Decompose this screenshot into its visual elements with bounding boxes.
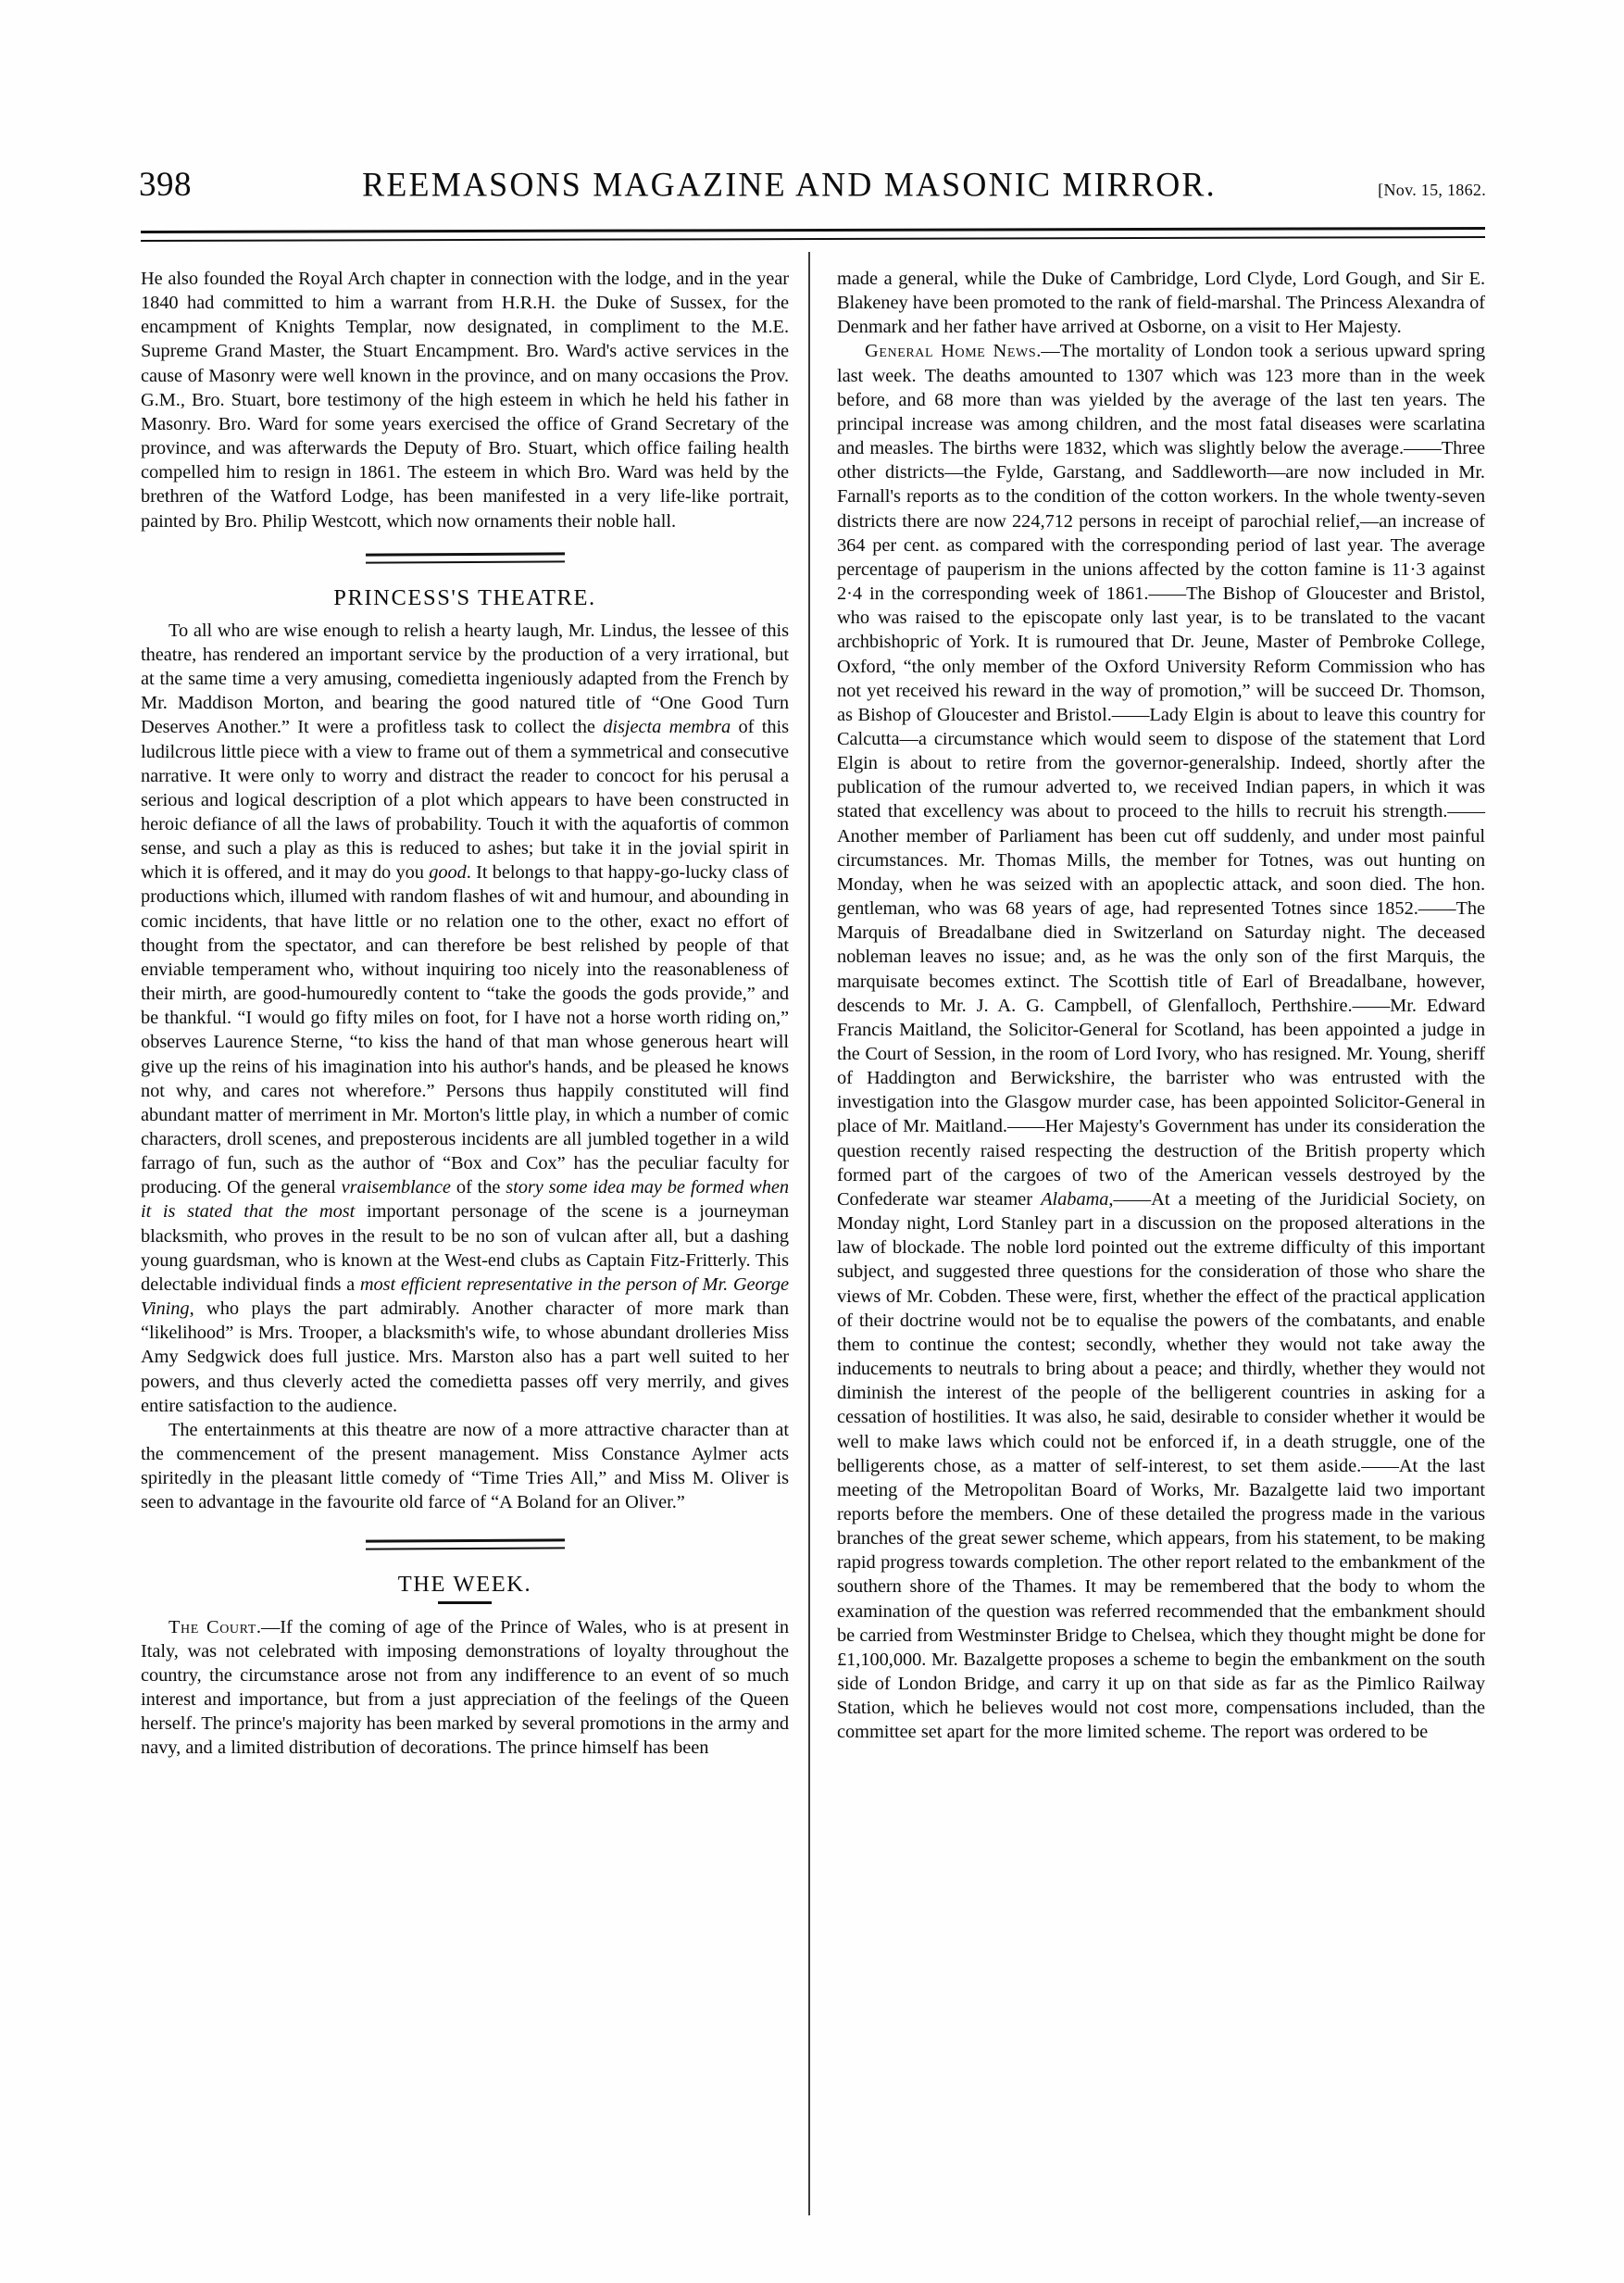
paragraph-court-continuation: made a general, while the Duke of Cambridge, Lord Clyde, Lord Gough, and Sir E. Blakeney have been promoted to the rank of field-marshal. The Princess Alexandra of Denmark and her father have arrived at Osborne, on a visit to Her Majesty. — [837, 269, 1485, 338]
italic-clause-representative-vining: most efficient representative in the person of Mr. George Vining — [141, 1273, 789, 1320]
theatre-text-f: , who plays the part admirably. Another character of more mark than “likelihood” is Mrs. Trooper, a blacksmith's wife, to whose abundant drolleries Miss Amy Sedgwick does full justice. Mrs. Marston also has a part well suited to her powers, and thus cleverly acted the comedietta passes off very merrily, and gives entire satisfaction to the audience. — [141, 1298, 789, 1416]
subheading-the-court: The Court — [169, 1616, 256, 1637]
separator-line-upper — [365, 552, 564, 556]
theatre-text-d: of the — [450, 1177, 506, 1198]
header-double-rule — [141, 229, 1485, 240]
left-column — [141, 267, 789, 2202]
two-column-body — [141, 267, 1485, 2202]
paragraph-theatre-review — [141, 619, 789, 1418]
home-news-text-part-2: ,——At a meeting of the Juridicial Society, on Monday night, Lord Stanley part in a discussion on the proposed alterations in the law of blockade. The noble lord pointed out the extreme difficulty of this important subject, and suggested three questions for the consideration of those who share the views of Mr. Cobden. These were, first, whether the effect of the practical application of their doctrine would not be to equalise the powers of the combatants, and enable them to continue the contest; secondly, whether they would not take away the inducements to neutrals to bring about a peace; and thirdly, whether they would not diminish the interest of the people of the belligerent countries in asking for a cessation of hostilities. It was also, he said, desirable to consider whether it would be well to make laws which could not be enforced if, in a death struggle, one of the belligerents chose, as a matter of self-interest, to set them aside.——At the last meeting of the Metropolitan Board of Works, Mr. Bazalgette laid two important reports before the members. One of these detailed the progress made in the various branches of the great sewer scheme, which appears, from his statement, to be making rapid progress towards completion. The other report related to the embankment of the southern shore of the Thames. It may be remembered that the body to whom the examination of the question was referred recommended that the embankment should be carried from Westminster Bridge to Chelsea, which they thought might be done for £1,100,000. Mr. Bazalgette proposes a scheme to begin the embankment on the south side of London Bridge, and carry it up on that side as far as the Pimlico Railway Station, which he believes would not cost more, compensations included, than the committee set apart for the more limited scheme. The report was ordered to be — [837, 1188, 1485, 1743]
theatre-text-b: of this ludilcrous little piece with a view to frame out of them a symmetrical and consecutive narrative. It were only to worry and distract the reader to concoct for his perusal a serious and logical description of a plot which appears to have been constructed in heroic defiance of all the laws of probability. Touch it with the aquafortis of common sense, and such a play as this is reduced to ashes; but take it in the jovial spirit in which it is offered, and it may do you — [141, 717, 789, 884]
section-heading-the-week: THE WEEK. — [397, 1571, 532, 1597]
right-column — [837, 267, 1485, 2202]
header-rule-lower — [141, 236, 1485, 242]
publication-title: REEMASONS MAGAZINE AND MASONIC MIRROR. — [362, 165, 1217, 204]
theatre-text-e: important personage of the scene is a journeyman blacksmith, who proves in the result to be no son of vulcan after all, but a dashing young guardsman, who is known at the West-end clubs as Captain Fitz-Fritterly. This delectable individual finds a — [141, 1201, 789, 1295]
header-rule-upper — [141, 227, 1485, 233]
issue-date: [Nov. 15, 1862. — [1378, 181, 1486, 199]
separator-line-upper-week — [365, 1538, 564, 1542]
ship-name-alabama: Alabama — [1041, 1188, 1109, 1210]
separator-line-lower — [365, 560, 564, 563]
emphasis-good: good — [429, 862, 467, 884]
paragraph-general-home-news — [837, 339, 1485, 1744]
subheading-general-home-news: General Home News — [865, 341, 1037, 362]
section-heading-underline — [438, 1601, 492, 1604]
section-heading-princesss-theatre: PRINCESS'S THEATRE. — [333, 584, 596, 610]
court-text: .—If the coming of age of the Prince of Wales, who is at present in Italy, was not celebrated with imposing demonstrations of loyalty throughout the country, the circumstance arose not from any indifference to an event of so much interest and importance, but from a just appreciation of the feelings of the Queen herself. The prince's majority has been marked by several promotions in the army and navy, and a limited distribution of decorations. The prince himself has been — [141, 1616, 790, 1759]
section-separator-rule-the-week — [366, 1539, 565, 1549]
running-head — [139, 165, 1486, 206]
latin-phrase-disjecta-membra: disjecta membra — [603, 717, 731, 738]
paragraph-theatre-entertainments: The entertainments at this theatre are now of a more attractive character than at the commencement of the present management. Miss Constance Aylmer acts spiritedly in the pleasant little comedy of “Time Tries All,” and Miss M. Oliver is seen to advantage in the favourite old farce of “A Boland for an Oliver.” — [141, 1419, 789, 1513]
paragraph-obituary-ward: He also founded the Royal Arch chapter in connection with the lodge, and in the year 1840 had committed to him a warrant from H.R.H. the Duke of Sussex, for the encampment of Knights Templar, now designated, in compliment to the M.E. Supreme Grand Master, the Stuart Encampment. Bro. Ward's active services in the cause of Masonry were well known in the province, and on many occasions the Prov. G.M., Bro. Stuart, bore testimony of the high esteem in which he held his father in Masonry. Bro. Ward for some years exercised the office of Grand Secretary of the province, and was afterwards the Deputy of Bro. Stuart, which office failing health compelled him to resign in 1861. The esteem in which Bro. Ward was held by the brethren of the Watford Lodge, has been manifested in a very life-like portrait, painted by Bro. Philip Westcott, which now ornaments their noble hall. — [141, 269, 789, 532]
theatre-text-c: . It belongs to that happy-go-lucky class of productions which, illumed with random flashes of wit and humour, and abounding in comic incidents, that have little or no relation one to the other, exact no effort of thought from the spectator, and can therefore be best relished by people of that enviable temperament who, without inquiring too nicely into the reasonableness of their mirth, are good-humouredly content to “take the goods the gods provide,” and be thankful. “I would go fifty miles on foot, for I have not a horse worth riding on,” observes Laurence Sterne, “to kiss the hand of that man whose generous heart will give up the reins of his imagination into his author's hands, and be pleased he knows not why, and cares not wherefore.” Persons thus happily constituted will find abundant matter of merriment in Mr. Morton's little play, in which a number of comic characters, droll scenes, and preposterous incidents are all jumbled together in a wild farrago of fun, such as the author of “Box and Cox” has the peculiar faculty for producing. Of the general — [141, 862, 789, 1198]
page-folio-number: 398 — [139, 166, 192, 204]
italic-clause-story-idea: story some idea may be formed when it is stated that the most — [141, 1177, 790, 1223]
paragraph-the-court — [141, 1615, 789, 1761]
section-separator-rule-theatre — [366, 553, 565, 563]
theatre-text-a: To all who are wise enough to relish a hearty laugh, Mr. Lindus, the lessee of this theatre, has rendered an important service by the production of a very irrational, but at the same time a very amusing, comedietta ingeniously adapted from the French by Mr. Maddison Morton, and bearing the good natured title of “One Good Turn Deserves Another.” It were a profitless task to collect the — [141, 620, 789, 738]
separator-line-lower-week — [365, 1547, 564, 1549]
home-news-text-part-1: .—The mortality of London took a serious upward spring last week. The deaths amounted to 1307 which was 123 more than in the week before, and 68 more than was yielded by the average of the last ten years. The principal increase was among children, and the most fatal diseases were scarlatina and measles. The births were 1832, which was slightly below the average.——Three other districts—the Fylde, Garstang, and Saddleworth—are now included in Mr. Farnall's reports as to the condition of the cotton workers. In the whole twenty-seven districts there are now 224,712 persons in receipt of parochial relief,—an increase of 364 per cent. as compared with the corresponding period of last year. The average percentage of pauperism in the unions affected by the cotton famine is 11·3 against 2·4 in the corresponding week of 1861.——The Bishop of Gloucester and Bristol, who was raised to the episcopate only last year, is to be translated to the vacant archbishopric of York. It is rumoured that Dr. Jeune, Master of Pembroke College, Oxford, “the only member of the Oxford University Reform Commission who has not yet received his reward in the way of promotion,” will be succeed Dr. Thomson, as Bishop of Gloucester and Bristol.——Lady Elgin is about to leave this country for Calcutta—a circumstance which would seem to dispose of the statement that Lord Elgin is about to retire from the governor-generalship. Indeed, shortly after the publication of the rumour adverted to, we received Indian papers, in which it was stated that excellency was about to proceed to the hills to recruit his strength.——Another member of Parliament has been cut off suddenly, and under most painful circumstances. Mr. Thomas Mills, the member for Totnes, was out hunting on Monday, when he was seized with an apoplectic attack, and soon died. The hon. gentleman, who was 68 years of age, had represented Totnes since 1852.——The Marquis of Breadalbane died in Switzerland on Saturday night. The deceased nobleman leaves no issue; and, as he was the only son of the first Marquis, the marquisate becomes extinct. The Scottish title of Earl of Breadalbane, however, descends to Mr. J. A. G. Campbell, of Glenfalloch, Perthshire.——Mr. Edward Francis Maitland, the Solicitor-General for Scotland, has been appointed a judge in the Court of Session, in the room of Lord Ivory, who has resigned. Mr. Young, sheriff of Haddington and Berwickshire, the barrister who was entrusted with the investigation into the Glasgow murder case, has been appointed Solicitor-General in place of Mr. Maitland.——Her Majesty's Government has under its consideration the question recently raised respecting the destruction of the British property which formed part of the cargoes of two of the American vessels destroyed by the Confederate war steamer — [837, 341, 1485, 1210]
french-phrase-vraisemblance: vraisemblance — [341, 1177, 451, 1198]
